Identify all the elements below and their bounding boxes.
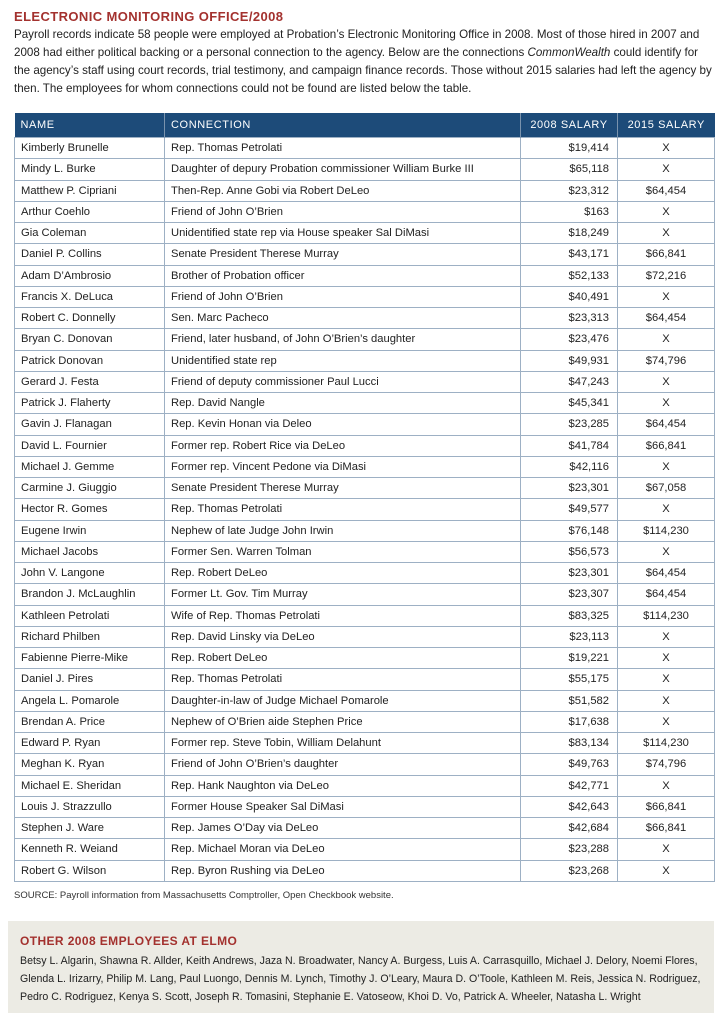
table-row <box>15 478 715 499</box>
salary-2008-cell: $23,285 <box>521 414 618 435</box>
header-2008-salary: 2008 SALARY <box>521 113 618 138</box>
source-note: SOURCE: Payroll information from Massachusetts Comptroller, Open Checkbook website. <box>14 890 394 901</box>
employee-name-cell: John V. Langone <box>15 563 165 584</box>
header-connection: CONNECTION <box>165 113 521 138</box>
connection-cell: Friend of deputy commissioner Paul Lucci <box>165 371 521 392</box>
publication-name: CommonWealth <box>527 46 611 59</box>
employee-name-cell: Hector R. Gomes <box>15 499 165 520</box>
salary-2008-cell: $52,133 <box>521 265 618 286</box>
salary-2008-cell: $42,116 <box>521 456 618 477</box>
table-row <box>15 265 715 286</box>
table-row <box>15 563 715 584</box>
connection-cell: Daughter-in-law of Judge Michael Pomarole <box>165 690 521 711</box>
employee-name-cell: Kimberly Brunelle <box>15 138 165 159</box>
intro-part-2: could identify for the agency’s staff using court records, trial testimony, and campaign finance records. Those without 2015 salaries had left the agency by then. The employees for whom connections could not be found are listed below the table. <box>14 46 712 95</box>
salary-2008-cell: $65,118 <box>521 159 618 180</box>
table-row <box>15 648 715 669</box>
intro-paragraph <box>14 26 714 98</box>
salary-2008-cell: $41,784 <box>521 435 618 456</box>
salary-2015-cell: $66,841 <box>618 435 715 456</box>
connection-cell: Rep. Thomas Petrolati <box>165 138 521 159</box>
intro-part-1: Payroll records indicate 58 people were employed at Probation’s Electronic Monitoring Office in 2008. Most of those hired in 2007 and 2008 had either political backing or a personal connection to the agency. Below are the connections <box>14 28 700 59</box>
employee-name-cell: Kathleen Petrolati <box>15 605 165 626</box>
employee-name-cell: Adam D’Ambrosio <box>15 265 165 286</box>
table-row <box>15 775 715 796</box>
salary-2008-cell: $51,582 <box>521 690 618 711</box>
employee-name-cell: David L. Fournier <box>15 435 165 456</box>
salary-2015-cell: $114,230 <box>618 733 715 754</box>
connection-cell: Former rep. Robert Rice via DeLeo <box>165 435 521 456</box>
salary-2015-cell: X <box>618 393 715 414</box>
salary-2015-cell: X <box>618 690 715 711</box>
connection-cell: Wife of Rep. Thomas Petrolati <box>165 605 521 626</box>
table-row <box>15 159 715 180</box>
employee-name-cell: Arthur Coehlo <box>15 201 165 222</box>
table-row <box>15 754 715 775</box>
table-row <box>15 626 715 647</box>
salary-2015-cell: $72,216 <box>618 265 715 286</box>
salary-2015-cell: X <box>618 456 715 477</box>
salary-2015-cell: X <box>618 839 715 860</box>
connection-cell: Former Lt. Gov. Tim Murray <box>165 584 521 605</box>
table-row <box>15 860 715 881</box>
employee-name-cell: Brandon J. McLaughlin <box>15 584 165 605</box>
salary-2008-cell: $55,175 <box>521 669 618 690</box>
salary-2015-cell: $74,796 <box>618 350 715 371</box>
connection-cell: Rep. Robert DeLeo <box>165 648 521 669</box>
table-row <box>15 308 715 329</box>
connection-cell: Sen. Marc Pacheco <box>165 308 521 329</box>
table-row <box>15 818 715 839</box>
employee-name-cell: Edward P. Ryan <box>15 733 165 754</box>
salary-2015-cell: X <box>618 669 715 690</box>
salary-2015-cell: X <box>618 329 715 350</box>
employee-name-cell: Daniel P. Collins <box>15 244 165 265</box>
salary-2015-cell: $74,796 <box>618 754 715 775</box>
table-row <box>15 201 715 222</box>
salary-2008-cell: $23,307 <box>521 584 618 605</box>
salary-2008-cell: $45,341 <box>521 393 618 414</box>
table-row <box>15 541 715 562</box>
table-row <box>15 605 715 626</box>
employee-name-cell: Stephen J. Ware <box>15 818 165 839</box>
table-row <box>15 180 715 201</box>
employee-name-cell: Eugene Irwin <box>15 520 165 541</box>
connection-cell: Former rep. Vincent Pedone via DiMasi <box>165 456 521 477</box>
salary-2015-cell: X <box>618 286 715 307</box>
salary-2015-cell: $64,454 <box>618 584 715 605</box>
table-body <box>15 138 715 882</box>
header-name: NAME <box>15 113 165 138</box>
connection-cell: Friend, later husband, of John O’Brien’s daughter <box>165 329 521 350</box>
salary-2008-cell: $19,221 <box>521 648 618 669</box>
connection-cell: Friend of John O’Brien’s daughter <box>165 754 521 775</box>
connections-table <box>14 113 715 882</box>
connection-cell: Former Sen. Warren Tolman <box>165 541 521 562</box>
connection-cell: Friend of John O’Brien <box>165 201 521 222</box>
connection-cell: Former rep. Steve Tobin, William Delahunt <box>165 733 521 754</box>
salary-2008-cell: $23,313 <box>521 308 618 329</box>
table-row <box>15 733 715 754</box>
salary-2008-cell: $23,301 <box>521 563 618 584</box>
table-row <box>15 244 715 265</box>
salary-2015-cell: X <box>618 499 715 520</box>
salary-2015-cell: $67,058 <box>618 478 715 499</box>
salary-2015-cell: $64,454 <box>618 180 715 201</box>
salary-2008-cell: $23,476 <box>521 329 618 350</box>
connection-cell: Rep. James O’Day via DeLeo <box>165 818 521 839</box>
salary-2008-cell: $49,763 <box>521 754 618 775</box>
connection-cell: Nephew of late Judge John Irwin <box>165 520 521 541</box>
salary-2008-cell: $42,684 <box>521 818 618 839</box>
salary-2015-cell: X <box>618 371 715 392</box>
employee-name-cell: Matthew P. Cipriani <box>15 180 165 201</box>
salary-2015-cell: X <box>618 138 715 159</box>
salary-2008-cell: $43,171 <box>521 244 618 265</box>
employee-name-cell: Michael E. Sheridan <box>15 775 165 796</box>
other-employees-box <box>8 921 714 1013</box>
salary-2008-cell: $23,301 <box>521 478 618 499</box>
salary-2015-cell: $64,454 <box>618 563 715 584</box>
salary-2008-cell: $42,643 <box>521 796 618 817</box>
connection-cell: Rep. Kevin Honan via Deleo <box>165 414 521 435</box>
employee-name-cell: Michael Jacobs <box>15 541 165 562</box>
table-row <box>15 796 715 817</box>
table-row <box>15 669 715 690</box>
table-row <box>15 138 715 159</box>
employee-name-cell: Robert C. Donnelly <box>15 308 165 329</box>
salary-2008-cell: $23,288 <box>521 839 618 860</box>
employee-name-cell: Meghan K. Ryan <box>15 754 165 775</box>
salary-2015-cell: X <box>618 860 715 881</box>
salary-2008-cell: $47,243 <box>521 371 618 392</box>
employee-name-cell: Gavin J. Flanagan <box>15 414 165 435</box>
employee-name-cell: Patrick J. Flaherty <box>15 393 165 414</box>
connection-cell: Rep. Thomas Petrolati <box>165 669 521 690</box>
salary-2008-cell: $23,113 <box>521 626 618 647</box>
connection-cell: Rep. David Linsky via DeLeo <box>165 626 521 647</box>
salary-2015-cell: $66,841 <box>618 244 715 265</box>
salary-2008-cell: $56,573 <box>521 541 618 562</box>
connection-cell: Former House Speaker Sal DiMasi <box>165 796 521 817</box>
salary-2008-cell: $40,491 <box>521 286 618 307</box>
salary-2008-cell: $42,771 <box>521 775 618 796</box>
connection-cell: Rep. Robert DeLeo <box>165 563 521 584</box>
employee-name-cell: Louis J. Strazzullo <box>15 796 165 817</box>
connection-cell: Nephew of O’Brien aide Stephen Price <box>165 711 521 732</box>
employee-name-cell: Gerard J. Festa <box>15 371 165 392</box>
employee-name-cell: Kenneth R. Weiand <box>15 839 165 860</box>
salary-2008-cell: $49,931 <box>521 350 618 371</box>
salary-2015-cell: $114,230 <box>618 520 715 541</box>
salary-2015-cell: X <box>618 201 715 222</box>
salary-2008-cell: $17,638 <box>521 711 618 732</box>
salary-2008-cell: $49,577 <box>521 499 618 520</box>
salary-2015-cell: X <box>618 159 715 180</box>
salary-2015-cell: $66,841 <box>618 796 715 817</box>
salary-2015-cell: $64,454 <box>618 308 715 329</box>
employee-name-cell: Gia Coleman <box>15 223 165 244</box>
connection-cell: Rep. Thomas Petrolati <box>165 499 521 520</box>
table-row <box>15 435 715 456</box>
table-header-row <box>15 113 715 138</box>
employee-name-cell: Francis X. DeLuca <box>15 286 165 307</box>
connection-cell: Unidentified state rep via House speaker Sal DiMasi <box>165 223 521 244</box>
connection-cell: Then-Rep. Anne Gobi via Robert DeLeo <box>165 180 521 201</box>
other-employees-title: OTHER 2008 EMPLOYEES AT ELMO <box>20 934 238 948</box>
employee-name-cell: Brendan A. Price <box>15 711 165 732</box>
salary-2008-cell: $83,325 <box>521 605 618 626</box>
salary-2015-cell: X <box>618 775 715 796</box>
salary-2015-cell: X <box>618 711 715 732</box>
table-row <box>15 456 715 477</box>
connection-cell: Senate President Therese Murray <box>165 244 521 265</box>
connection-cell: Daughter of depury Probation commissioner William Burke III <box>165 159 521 180</box>
connection-cell: Rep. David Nangle <box>165 393 521 414</box>
salary-2015-cell: X <box>618 223 715 244</box>
table-row <box>15 520 715 541</box>
table-row <box>15 690 715 711</box>
connection-cell: Rep. Michael Moran via DeLeo <box>165 839 521 860</box>
salary-2008-cell: $18,249 <box>521 223 618 244</box>
connection-cell: Rep. Hank Naughton via DeLeo <box>165 775 521 796</box>
salary-2008-cell: $76,148 <box>521 520 618 541</box>
header-2015-salary: 2015 SALARY <box>618 113 715 138</box>
salary-2015-cell: X <box>618 541 715 562</box>
table-row <box>15 286 715 307</box>
table-row <box>15 393 715 414</box>
salary-2008-cell: $83,134 <box>521 733 618 754</box>
employee-name-cell: Richard Philben <box>15 626 165 647</box>
connection-cell: Friend of John O’Brien <box>165 286 521 307</box>
employee-name-cell: Angela L. Pomarole <box>15 690 165 711</box>
salary-2008-cell: $163 <box>521 201 618 222</box>
employee-name-cell: Carmine J. Giuggio <box>15 478 165 499</box>
employee-name-cell: Mindy L. Burke <box>15 159 165 180</box>
employee-name-cell: Fabienne Pierre-Mike <box>15 648 165 669</box>
employee-name-cell: Michael J. Gemme <box>15 456 165 477</box>
table-row <box>15 371 715 392</box>
salary-2015-cell: X <box>618 648 715 669</box>
page-title: ELECTRONIC MONITORING OFFICE/2008 <box>14 9 284 24</box>
table-row <box>15 711 715 732</box>
salary-2015-cell: X <box>618 626 715 647</box>
table-row <box>15 223 715 244</box>
table-row <box>15 584 715 605</box>
salary-2008-cell: $23,268 <box>521 860 618 881</box>
salary-2008-cell: $19,414 <box>521 138 618 159</box>
salary-2008-cell: $23,312 <box>521 180 618 201</box>
connection-cell: Rep. Byron Rushing via DeLeo <box>165 860 521 881</box>
connection-cell: Brother of Probation officer <box>165 265 521 286</box>
table-row <box>15 350 715 371</box>
salary-2015-cell: $64,454 <box>618 414 715 435</box>
employee-name-cell: Patrick Donovan <box>15 350 165 371</box>
connection-cell: Senate President Therese Murray <box>165 478 521 499</box>
employee-name-cell: Robert G. Wilson <box>15 860 165 881</box>
table-row <box>15 329 715 350</box>
table-row <box>15 839 715 860</box>
other-employees-list: Betsy L. Algarin, Shawna R. Allder, Keith Andrews, Jaza N. Broadwater, Nancy A. Burgess, Luis A. Carrasquillo, Michael J. Delory, Noemi Flores, Glenda L. Irizarry, Philip M. Lang, Paul Luongo, Dennis M. Lynch, Timothy J. O’Leary, Maura D. O’Toole, Kathleen M. Reis, Jessica N. Rodriguez, Pedro C. Rodriguez, Kenya S. Scott, Joseph R. Tomasini, Stephanie E. Vatoseow, Khoi D. Vo, Patrick A. Wheeler, Natasha L. Wright <box>20 955 701 1003</box>
connection-cell: Unidentified state rep <box>165 350 521 371</box>
employee-name-cell: Daniel J. Pires <box>15 669 165 690</box>
salary-2015-cell: $114,230 <box>618 605 715 626</box>
employee-name-cell: Bryan C. Donovan <box>15 329 165 350</box>
salary-2015-cell: $66,841 <box>618 818 715 839</box>
table-row <box>15 499 715 520</box>
table-row <box>15 414 715 435</box>
